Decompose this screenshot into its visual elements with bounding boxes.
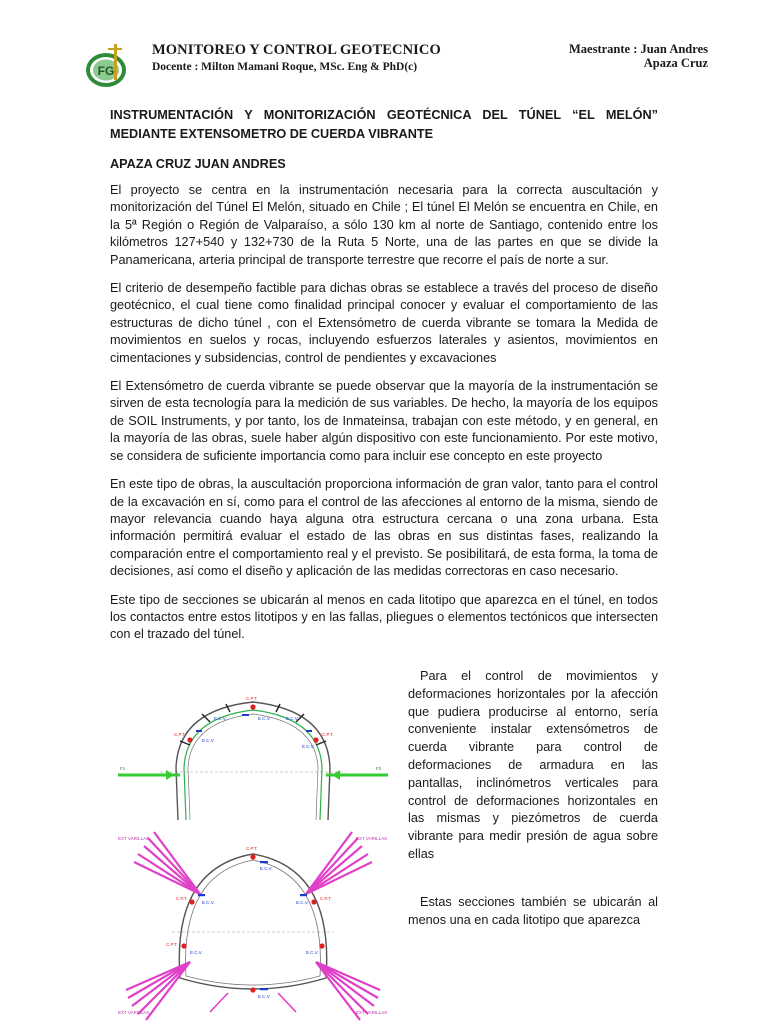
header-author-line1: Maestrante : Juan Andres bbox=[568, 42, 708, 56]
tunnel-section-diagram-2 bbox=[110, 828, 400, 1024]
header-author-line2: Apaza Cruz bbox=[643, 56, 708, 70]
arrow-marker bbox=[166, 770, 174, 780]
extensometer-fan-top-right bbox=[306, 832, 372, 894]
pressure-cell-marker bbox=[250, 987, 255, 992]
diagram-label: EXT VARILLAS bbox=[118, 1010, 150, 1015]
pressure-cell-marker bbox=[250, 704, 255, 709]
side-text-column bbox=[408, 668, 658, 929]
diagram-label: F2 bbox=[376, 766, 382, 771]
tunnel-section-diagram-1 bbox=[110, 690, 400, 820]
diagram-label: E.C.V. bbox=[286, 716, 299, 721]
vibrating-wire-marker bbox=[260, 861, 268, 863]
document-title: INSTRUMENTACIÓN Y MONITORIZACIÓN GEOTÉCNICA DEL TÚNEL “EL MELÓN” MEDIANTE EXTENSOMETRO DE CUERDA VIBRANTE bbox=[110, 108, 658, 141]
diagram-label: EXT VARILLAS bbox=[356, 1010, 388, 1015]
arrow-marker bbox=[332, 770, 340, 780]
pressure-cell-marker bbox=[250, 854, 255, 859]
paragraph: Este tipo de secciones se ubicarán al menos en cada litotipo que aparezca en el túnel, en todos los contactos entre estos litotipos y en las fallas, pliegues o elementos tectónicos que intersecten con el trazado del túnel. bbox=[110, 592, 658, 642]
paragraph: El criterio de desempeño factible para dichas obras se establece a través del proceso de diseño geotécnico, el cual tiene como finalidad principal conocer y evaluar el comportamiento de las estructuras de dicho túnel , con el Extensómetro de cuerda vibrante se tomara la Medida de movimientos en suelos y rocas, incluyendo esfuerzos laterales y asientos, movimientos en cimentaciones y subsidencias, control de pendientes y excavaciones bbox=[110, 281, 658, 365]
vibrating-wire-marker bbox=[300, 894, 307, 896]
page-header bbox=[80, 36, 712, 86]
paragraph: El proyecto se centra en la instrumentación necesaria para la correcta auscultación y monitorización del Túnel El Melón, situado en Chile ; El túnel El Melón se encuentra en Chile, en la 5ª Región o Región de Valparaíso, a sólo 130 km al norte de Santiago, contenido entre los kilómetros 127+540 y 132+730 de la Ruta 5 Norte, una de las partes en que se divide la Panamericana, arteria principal de transporte terrestre que recorre el país de norte a sur. bbox=[110, 183, 658, 267]
university-logo-icon bbox=[80, 40, 136, 90]
diagram-label: E.C.V. bbox=[302, 744, 315, 749]
vibrating-wire-marker bbox=[242, 714, 249, 716]
diagram-label: C.P.T. bbox=[176, 896, 188, 901]
diagram-label: C.P.T. bbox=[246, 846, 258, 851]
vibrating-wire-marker bbox=[196, 730, 202, 732]
anchor-bar bbox=[210, 993, 228, 1012]
document-author: APAZA CRUZ JUAN ANDRES bbox=[110, 157, 286, 171]
diagram-label: E.C.V. bbox=[296, 900, 309, 905]
paragraph: El Extensómetro de cuerda vibrante se puede observar que la mayoría de la instrumentación se sirven de esta tecnología para la medición de sus variables. De hecho, la mayoría de los equipos de SOIL Instruments, y por tanto, los de Inmateinsa, trabajan con este método, y en general, en la mayoría de las obras, suele haber algún dispositivo con este funcionamiento. Por este motivo, se considera de suficiente importancia como para incluir ese concepto en este proyecto bbox=[110, 379, 658, 463]
anchor-bar bbox=[276, 704, 280, 712]
diagram-label: E.C.V. bbox=[190, 950, 203, 955]
diagram-label: E.C.V. bbox=[258, 994, 271, 999]
diagram-label: EXT VARILLAS bbox=[118, 836, 150, 841]
tunnel-inner-lining bbox=[186, 860, 321, 985]
pressure-cell-marker bbox=[181, 943, 186, 948]
paragraph: En este tipo de obras, la auscultación proporciona información de gran valor, tanto para el control de la excavación en sí, como para el control de las afecciones al entorno de la misma, siendo de mayor relevancia cuando haya alguna otra estructura cercana o una zona urbana. Esta información permitirá evaluar el estado de las obras en sus distintas fases, realizando la comparación entre el comportamiento real y el previsto. Se posibilitará, de esta forma, la toma de decisiones, así como el diseño y aplicación de las medidas correctoras en caso necesario. bbox=[110, 477, 658, 579]
pressure-cell-marker bbox=[313, 737, 318, 742]
anchor-bar bbox=[226, 704, 230, 712]
tunnel-third-lining bbox=[188, 714, 318, 820]
diagram-label: F1 bbox=[120, 766, 126, 771]
diagram-label: E.C.V. bbox=[306, 950, 319, 955]
pressure-cell-marker bbox=[187, 737, 192, 742]
vibrating-wire-marker bbox=[306, 730, 312, 732]
tunnel-outer-lining bbox=[176, 702, 330, 820]
header-center bbox=[152, 42, 441, 73]
vibrating-wire-marker bbox=[198, 894, 205, 896]
pressure-cell-marker bbox=[311, 899, 316, 904]
tunnel-outer-lining bbox=[179, 854, 326, 989]
side-paragraph: Estas secciones también se ubicarán al menos una en cada litotipo que aparezca bbox=[408, 894, 658, 927]
header-title: MONITOREO Y CONTROL GEOTECNICO bbox=[152, 42, 441, 58]
svg-text:FG: FG bbox=[97, 64, 115, 78]
diagram-label: E.C.V. bbox=[258, 716, 271, 721]
document-body bbox=[110, 106, 658, 655]
extensometer-fan-top-left bbox=[134, 832, 200, 894]
diagram-label: C.P.T. bbox=[246, 696, 258, 701]
diagram-label: C.P.T. bbox=[322, 732, 334, 737]
anchor-bar bbox=[278, 993, 296, 1012]
diagram-label: E.C.V. bbox=[202, 738, 215, 743]
header-subtitle: Docente : Milton Mamani Roque, MSc. Eng & PhD(c) bbox=[152, 61, 418, 73]
tunnel-inner-lining bbox=[184, 710, 322, 820]
diagram-label: C.P.T. bbox=[174, 732, 186, 737]
pressure-cell-marker bbox=[319, 943, 324, 948]
vibrating-wire-marker bbox=[260, 988, 268, 990]
pressure-cell-marker bbox=[189, 899, 194, 904]
diagram-label: E.C.V. bbox=[260, 866, 273, 871]
header-author bbox=[569, 42, 708, 70]
diagram-label: C.P.T. bbox=[320, 896, 332, 901]
diagram-label: E.C.V. bbox=[214, 716, 227, 721]
diagram-label: EXT VARILLAS bbox=[356, 836, 388, 841]
diagram-label: C.P.T. bbox=[166, 942, 178, 947]
diagram-label: E.C.V. bbox=[202, 900, 215, 905]
side-paragraph: Para el control de movimientos y deformaciones horizontales por la afección que pudiera producirse al entorno, sería conveniente instalar extensómetros de cuerda vibrante para control de deformaciones de armadura en las pantallas, inclinómetros verticales para control de deformaciones horizontales en las mismas y piezómetros de cuerda vibrante para medir presión de agua sobre ellas bbox=[408, 669, 658, 861]
